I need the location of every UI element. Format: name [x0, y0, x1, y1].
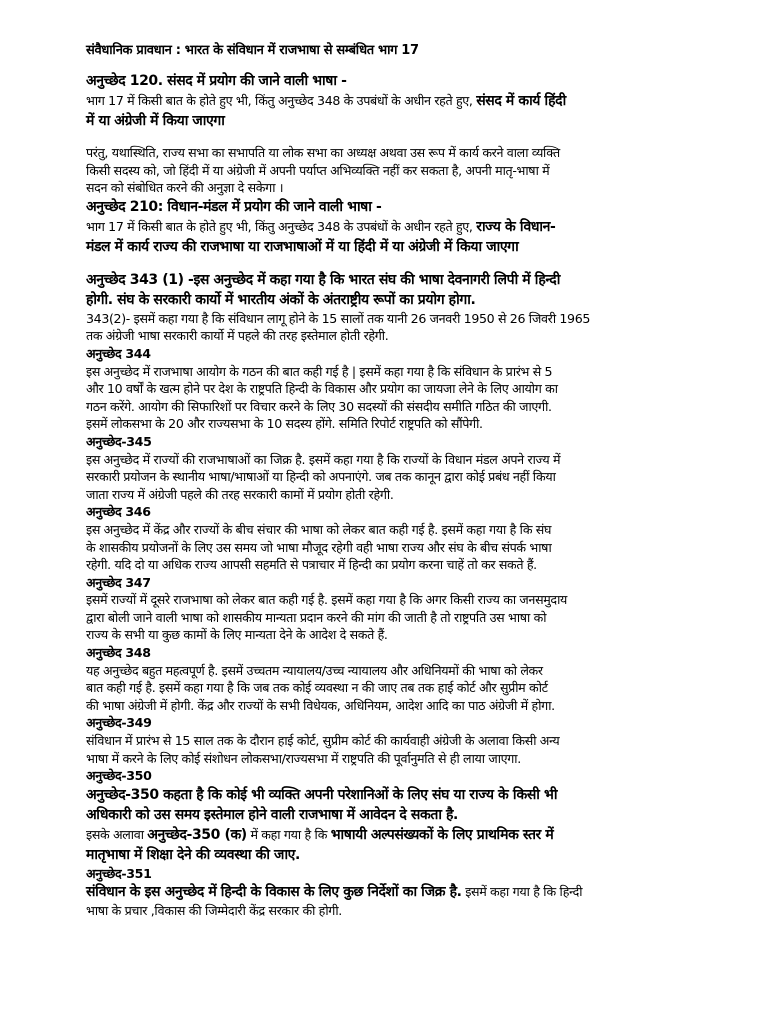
article-350 — [86, 767, 686, 865]
article-349 — [86, 714, 686, 767]
article-345-heading: अनुच्छेद-345 — [86, 433, 152, 449]
article-345-line-3: जाता राज्य में अंग्रेजी पहले की तरह सरकारी कामों में प्रयोग होती रहेगी. — [86, 486, 394, 502]
article-344-line-3: गठन करेंगे. आयोग की सिफारिशों पर विचार करने के लिए 30 सदस्यों की संसदीय समीति गठित की जाएगी. — [86, 398, 552, 414]
article-346-line-1: इस अनुच्छेद में केंद्र और राज्यों के बीच संचार की भाषा को लेकर बात कही गई है. इसमें कहा गया है कि संघ — [86, 521, 552, 537]
article-351 — [86, 865, 686, 920]
proviso-line-1: परंतु, यथास्थिति, राज्य सभा का सभापति या लोक सभा का अध्यक्ष अथवा उस रूप में कार्य करने वाला व्यक्ति — [86, 145, 560, 160]
article-210-line-1 — [86, 217, 686, 237]
article-350a-line-2: मातृभाषा में शिक्षा देने की व्यवस्था की जाए. — [86, 846, 300, 863]
article-350-bold-line-1: अनुच्छेद-350 कहता है कि कोई भी व्यक्ति अपनी परेशानिओं के लिए संघ या राज्य के किसी भी — [86, 786, 558, 803]
article-347 — [86, 574, 686, 644]
article-351-line-2: भाषा के प्रचार ,विकास की जिम्मेदारी केंद्र सरकार की होगी. — [86, 903, 342, 919]
article-346-heading: अनुच्छेद 346 — [86, 504, 151, 520]
article-210-heading: अनुच्छेद 210: विधान-मंडल में प्रयोग की जाने वाली भाषा - — [86, 198, 382, 215]
article-120-bold-text: संसद में कार्य हिंदी — [476, 93, 566, 109]
article-345 — [86, 433, 686, 503]
article-346-line-3: रहेगी. यदि दो या अधिक राज्य आपसी सहमति से पत्राचार में हिन्दी का प्रयोग करना चाहें तो कर सकते हैं. — [86, 557, 537, 573]
article-348-line-1: यह अनुच्छेद बहुत महत्वपूर्ण है. इसमें उच्चतम न्यायालय/उच्च न्यायालय और अधिनियमों की भाषा को लेकर — [86, 662, 543, 678]
article-344 — [86, 345, 686, 433]
article-120-line-1 — [86, 91, 686, 111]
article-343 — [86, 270, 686, 345]
article-350a-ref: अनुच्छेद-350 (क) — [147, 826, 247, 843]
article-350a-text: इसके अलावा — [86, 826, 148, 842]
proviso-line-2: किसी सदस्य को, जो हिंदी में या अंग्रेजी में अपनी पर्याप्त अभिव्यक्ति नहीं कर सकता है, अपनी मातृ-भाषा में — [86, 162, 550, 178]
article-350a-bold-text: भाषायी अल्पसंख्यकों के लिए प्राथमिक स्तर में — [330, 826, 554, 843]
article-350a-line-1 — [86, 825, 686, 845]
article-351-text: इसमें कहा गया है कि हिन्दी — [461, 884, 583, 900]
article-349-line-1: संविधान में प्रारंभ से 15 साल तक के दौरान हाई कोर्ट, सुप्रीम कोर्ट की कार्यवाही अंग्रेजी के अलावा किसी अन्य — [86, 733, 560, 749]
article-343-line-2: तक अंग्रेजी भाषा सरकारी कार्यो में पहले की तरह इस्तेमाल होती रहेगी. — [86, 328, 389, 344]
article-350a-text-2: में कहा गया है कि — [246, 826, 331, 842]
article-348-line-3: की भाषा अंग्रेजी में होगी. केंद्र और राज्यों के सभी विधेयक, अधिनियम, आदेश आदि का पाठ अंग्रेजी में होगा. — [86, 697, 555, 713]
article-210-text: भाग 17 में किसी बात के होते हुए भी, किंतु अनुच्छेद 348 के उपबंधों के अधीन रहते हुए, — [86, 218, 477, 234]
proviso-line-3: सदन को संबोधित करने की अनुज्ञा दे सकेगा । — [86, 180, 284, 196]
article-120-heading: अनुच्छेद 120. संसद में प्रयोग की जाने वाली भाषा - — [86, 73, 347, 89]
article-210-line-2: मंडल में कार्य राज्य की राजभाषा या राजभाषाओं में या हिंदी में या अंग्रेजी में किया जाएगा — [86, 238, 519, 255]
article-344-line-2: और 10 वर्षों के खत्म होने पर देश के राष्ट्रपति हिन्दी के विकास और प्रयोग का जायजा लेने के लिए आयोग का — [86, 381, 558, 397]
article-120 — [86, 71, 686, 197]
article-346-line-2: के शासकीय प्रयोजनों के लिए उस समय जो भाषा मौजूद रहेगी वही भाषा राज्य और संघ के बीच संपर्क भाषा — [86, 539, 552, 555]
article-350-heading: अनुच्छेद-350 — [86, 768, 152, 784]
article-347-heading: अनुच्छेद 347 — [86, 574, 151, 590]
article-347-line-1: इसमें राज्यों में दूसरे राजभाषा को लेकर बात कही गई है. इसमें कहा गया है कि अगर किसी राज्य का जनसमुदाय — [86, 592, 567, 608]
article-345-line-1: इस अनुच्छेद में राज्यों की राजभाषाओं का जिक्र है. इसमें कहा गया है कि राज्यों के विधान मंडल अपने राज्य में — [86, 451, 561, 467]
document-page — [86, 40, 686, 920]
article-348-line-2: बात कही गई है. इसमें कहा गया है कि जब तक कोई व्यवस्था न की जाए तब तक हाई कोर्ट और सुप्रीम कोर्ट — [86, 680, 548, 696]
article-348-heading: अनुच्छेद 348 — [86, 645, 151, 661]
article-349-line-2: भाषा में करने के लिए कोई संशोधन लोकसभा/राज्यसभा में राष्ट्रपति की पूर्वानुमति से ही लाया जाएगा. — [86, 750, 521, 766]
article-210-bold-text: राज्य के विधान- — [476, 218, 556, 235]
article-351-heading: अनुच्छेद-351 — [86, 865, 152, 881]
article-348 — [86, 644, 686, 714]
article-344-line-1: इस अनुच्छेद में राजभाषा आयोग के गठन की बात कही गई है | इसमें कहा गया है कि संविधान के प्रारंभ से 5 — [86, 363, 553, 379]
article-210 — [86, 197, 686, 257]
article-343-line-1: 343(2)- इसमें कहा गया है कि संविधान लागू होने के 15 सालों तक यानी 26 जनवरी 1950 से 26 जिवरी 1965 — [86, 310, 591, 326]
article-343-heading-line-2: होगी. संघ के सरकारी कार्यो में भारतीय अंकों के अंतराष्ट्रीय रूपों का प्रयोग होगा. — [86, 291, 476, 308]
article-346 — [86, 503, 686, 573]
article-344-heading: अनुच्छेद 344 — [86, 345, 151, 361]
article-120-line-2: में या अंग्रेजी में किया जाएगा — [86, 113, 225, 129]
article-345-line-2: सरकारी प्रयोजन के स्थानीय भाषा/भाषाओं या हिन्दी को अपनाएंगे. जब तक कानून द्वारा कोई प्रबंध नहीं किया — [86, 469, 556, 485]
article-347-line-3: राज्य के सभी या कुछ कामों के लिए मान्यता देने के आदेश दे सकते हैं. — [86, 627, 388, 643]
article-351-bold-text: संविधान के इस अनुच्छेद में हिन्दी के विकास के लिए कुछ निर्देशों का जिक्र है. — [86, 884, 462, 901]
article-343-heading-line-1: अनुच्छेद 343 (1) -इस अनुच्छेद में कहा गया है कि भारत संघ की भाषा देवनागरी लिपी में हिन्दी — [86, 271, 560, 288]
article-351-line-1 — [86, 882, 686, 902]
document-title: संवैधानिक प्रावधान : भारत के संविधान में राजभाषा से सम्बंधित भाग 17 — [86, 43, 419, 58]
article-120-text: भाग 17 में किसी बात के होते हुए भी, किंतु अनुच्छेद 348 के उपबंधों के अधीन रहते हुए, — [86, 93, 477, 108]
article-344-line-4: इसमें लोकसभा के 20 और राज्यसभा के 10 सदस्य होंगे. समिति रिपोर्ट राष्ट्रपति को सौंपेगी. — [86, 416, 483, 432]
article-347-line-2: द्वारा बोली जाने वाली भाषा को शासकीय मान्यता प्रदान करने की मांग की जाती है तो राष्ट्रपति उस भाषा को — [86, 609, 547, 625]
article-350-bold-line-2: अधिकारी को उस समय इस्तेमाल होने वाली राजभाषा में आवेदन दे सकता है. — [86, 806, 458, 823]
article-349-heading: अनुच्छेद-349 — [86, 715, 152, 731]
